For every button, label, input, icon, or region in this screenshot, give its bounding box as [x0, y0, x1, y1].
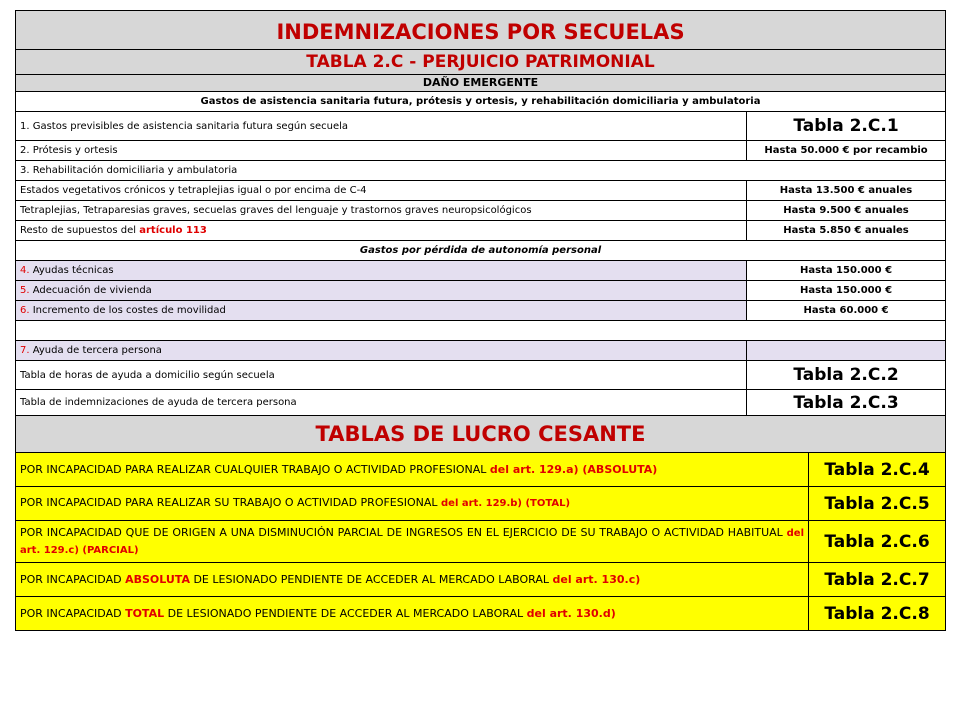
row-value: Hasta 150.000 € [747, 261, 946, 281]
row-value: Hasta 50.000 € por recambio [747, 141, 946, 161]
lucro-text: POR INCAPACIDAD PARA REALIZAR CUALQUIER TRABAJO O ACTIVIDAD PROFESIONAL [20, 462, 490, 476]
article-reference: del art. 129.b) (TOTAL) [441, 498, 571, 509]
lucro-value: Tabla 2.C.8 [809, 597, 946, 631]
row-label [16, 261, 747, 281]
lucro-text: POR INCAPACIDAD PARA REALIZAR SU TRABAJO O ACTIVIDAD PROFESIONAL [20, 496, 442, 509]
table-row [16, 181, 946, 201]
lucro-label [16, 487, 809, 521]
lucro-value: Tabla 2.C.6 [809, 521, 946, 563]
row-label: 3. Rehabilitación domiciliaria y ambulatoria [16, 161, 946, 181]
table-row [16, 341, 946, 361]
row-value: Tabla 2.C.3 [747, 390, 946, 416]
lucro-label [16, 597, 809, 631]
lucro-text: POR INCAPACIDAD [20, 606, 126, 620]
spacer-row [16, 321, 946, 341]
article-reference: del art. 129.c) (PARCIAL) [20, 527, 804, 556]
table-row [16, 390, 946, 416]
lucro-label [16, 521, 809, 563]
row-number: 7. [20, 345, 30, 356]
title-row [16, 11, 946, 50]
row-label: 1. Gastos previsibles de asistencia sanitaria futura según secuela [16, 112, 747, 141]
row-label-text: Ayuda de tercera persona [29, 345, 162, 356]
perjuicio-patrimonial-table [15, 10, 946, 416]
article-reference: artículo 113 [139, 225, 207, 236]
gastos-header-row [16, 92, 946, 112]
row-value: Hasta 60.000 € [747, 301, 946, 321]
row-number: 5. [20, 285, 30, 296]
lucro-text: DE LESIONADO PENDIENTE DE ACCEDER AL MERCADO LABORAL [189, 572, 553, 586]
incapacity-type: TOTAL [125, 606, 165, 620]
spacer-cell [16, 321, 946, 341]
lucro-row [16, 453, 946, 487]
section-row [16, 75, 946, 92]
table-row [16, 201, 946, 221]
row-number: 4. [20, 265, 30, 276]
row-label: 2. Prótesis y ortesis [16, 141, 747, 161]
table-row [16, 281, 946, 301]
row-value: Hasta 5.850 € anuales [747, 221, 946, 241]
lucro-row [16, 597, 946, 631]
row-value-empty [747, 341, 946, 361]
article-reference: del art. 129.a) (ABSOLUTA) [489, 462, 658, 476]
lucro-text: DE LESIONADO PENDIENTE DE ACCEDER AL MERCADO LABORAL [164, 606, 527, 620]
table-row [16, 261, 946, 281]
row-label [16, 221, 747, 241]
article-reference: del art. 130.c) [552, 572, 641, 586]
indemnization-sheet [15, 10, 945, 631]
row-value: Tabla 2.C.1 [747, 112, 946, 141]
table-row [16, 221, 946, 241]
page-title: INDEMNIZACIONES POR SECUELAS [16, 11, 946, 50]
lucro-text: POR INCAPACIDAD [20, 572, 126, 586]
gastos-header: Gastos de asistencia sanitaria futura, prótesis y ortesis, y rehabilitación domiciliaria y ambulatoria [16, 92, 946, 112]
row-label [16, 341, 747, 361]
subtitle-row [16, 50, 946, 75]
row-label: Tetraplejias, Tetraparesias graves, secuelas graves del lenguaje y trastornos graves neuropsicológicos [16, 201, 747, 221]
row-label: Tabla de horas de ayuda a domicilio según secuela [16, 361, 747, 390]
autonomia-header-row [16, 241, 946, 261]
table-row [16, 301, 946, 321]
lucro-title: TABLAS DE LUCRO CESANTE [16, 416, 946, 453]
table-row [16, 112, 946, 141]
lucro-label [16, 453, 809, 487]
row-label-text: Resto de supuestos del [20, 225, 140, 236]
lucro-label [16, 563, 809, 597]
row-value: Hasta 9.500 € anuales [747, 201, 946, 221]
row-value: Tabla 2.C.2 [747, 361, 946, 390]
incapacity-type: ABSOLUTA [125, 572, 190, 586]
lucro-value: Tabla 2.C.7 [809, 563, 946, 597]
row-label: Tabla de indemnizaciones de ayuda de tercera persona [16, 390, 747, 416]
autonomia-header: Gastos por pérdida de autonomía personal [16, 241, 946, 261]
table-subtitle: TABLA 2.C - PERJUICIO PATRIMONIAL [16, 50, 946, 75]
row-label-text: Incremento de los costes de movilidad [29, 305, 226, 316]
row-label [16, 281, 747, 301]
table-row [16, 361, 946, 390]
row-value: Hasta 150.000 € [747, 281, 946, 301]
lucro-text: POR INCAPACIDAD QUE DE ORIGEN A UNA DISMINUCIÓN PARCIAL DE INGRESOS EN EL EJERCICIO DE SU TRABAJO O ACTIVIDAD HABITUAL [20, 525, 787, 539]
section-label: DAÑO EMERGENTE [16, 75, 946, 92]
row-number: 6. [20, 305, 30, 316]
row-label-text: Ayudas técnicas [29, 265, 114, 276]
lucro-row [16, 487, 946, 521]
lucro-value: Tabla 2.C.4 [809, 453, 946, 487]
row-label: Estados vegetativos crónicos y tetraplejias igual o por encima de C-4 [16, 181, 747, 201]
table-row [16, 141, 946, 161]
lucro-value: Tabla 2.C.5 [809, 487, 946, 521]
lucro-cesante-table [15, 415, 946, 631]
row-label [16, 301, 747, 321]
table-row [16, 161, 946, 181]
lucro-row [16, 521, 946, 563]
row-label-text: Adecuación de vivienda [29, 285, 152, 296]
lucro-title-row [16, 416, 946, 453]
row-value: Hasta 13.500 € anuales [747, 181, 946, 201]
lucro-row [16, 563, 946, 597]
article-reference: del art. 130.d) [526, 606, 616, 620]
